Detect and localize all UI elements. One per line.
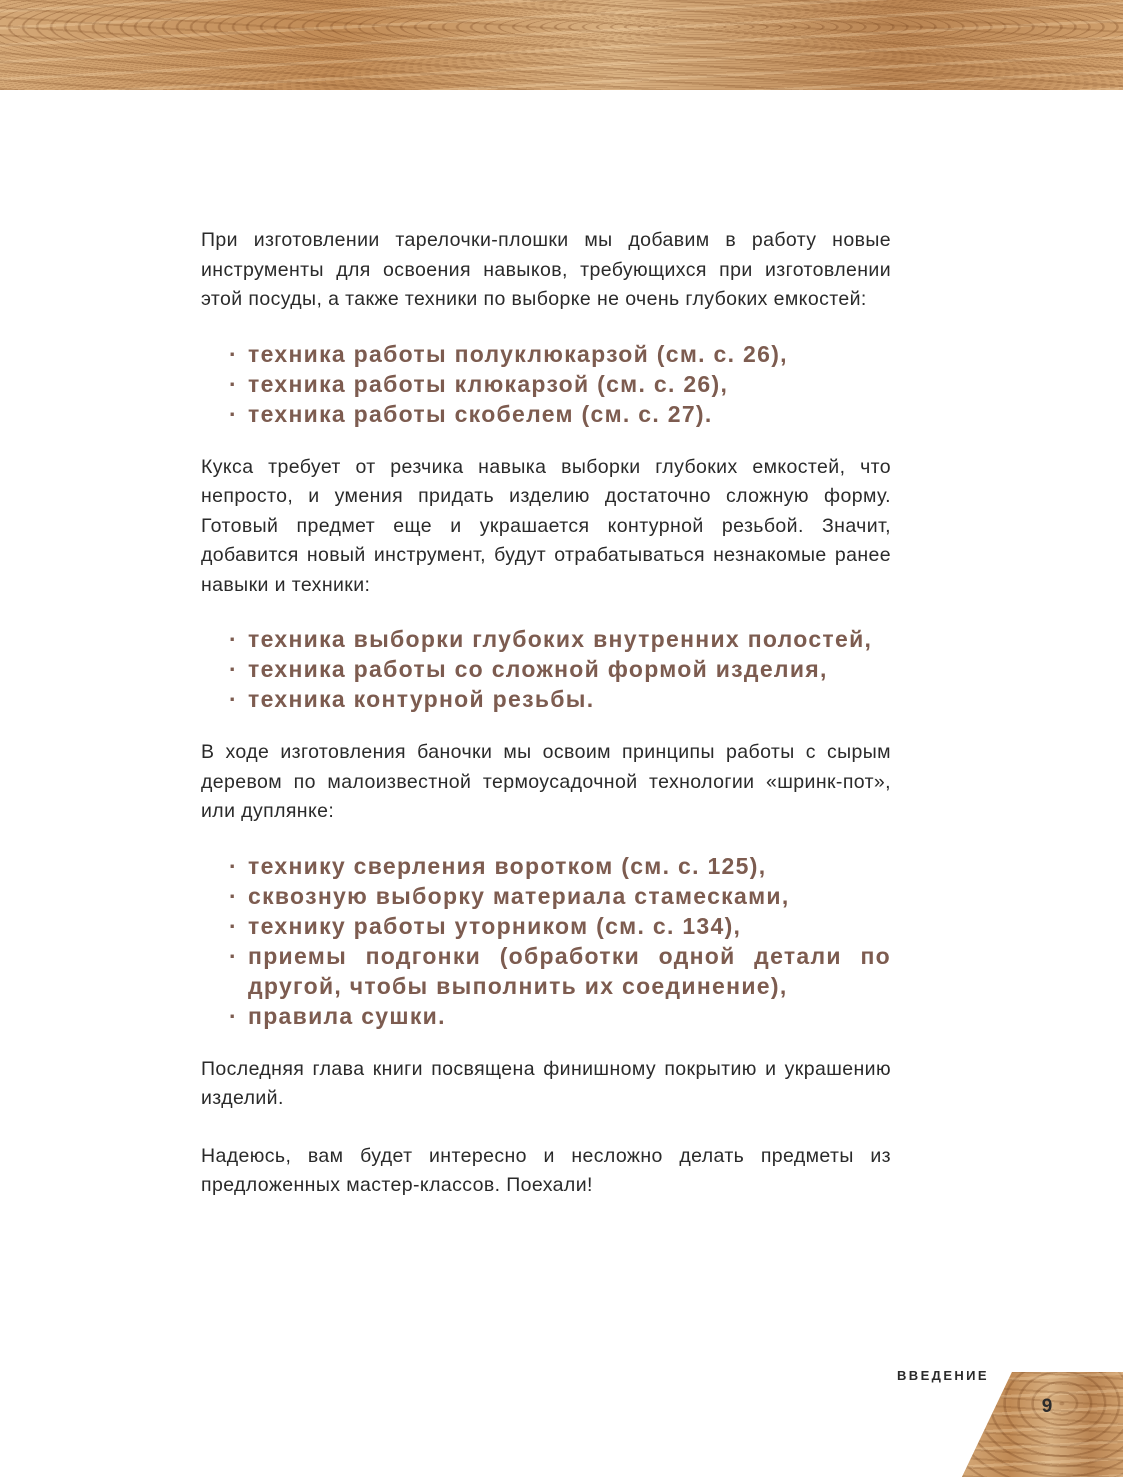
list-item: · правила сушки. bbox=[229, 1002, 446, 1029]
paragraph-jar: В ходе изготовления баночки мы освоим принципы работы с сырым деревом по малоизвестной термоусадочной технологии «шринк-пот», или дуплянке: bbox=[201, 741, 891, 822]
bullet-icon: · bbox=[229, 400, 238, 427]
paragraph-kuksa: Кукса требует от резчика навыка выборки глубоких емкостей, что непросто, и умения придать изделию достаточно сложную форму. Готовый предмет еще и украшается контурной резьбой. Значит, добавится новый инструмент, будут отрабатываться незнакомые ранее навыки и техники: bbox=[201, 455, 891, 596]
intro-paragraph: При изготовлении тарелочки-плошки мы добавим в работу новые инструменты для освоения навыков, требующихся при изготовлении этой посуды, а также техники по выборке не очень глубоких емкостей: bbox=[201, 229, 891, 310]
list-item: · техника работы скобелем (см. с. 27). bbox=[229, 400, 713, 427]
list-item: · техника выборки глубоких внутренних полостей, bbox=[229, 626, 873, 652]
bullet-icon: · bbox=[229, 852, 238, 879]
list-item: · техника работы со сложной формой изделия, bbox=[229, 656, 828, 682]
bullet-icon: · bbox=[229, 656, 238, 682]
list-item: · приемы подгонки (обработки одной детали по другой, чтобы выполнить их соединение), bbox=[229, 942, 891, 999]
bullet-icon: · bbox=[229, 686, 238, 712]
wood-corner-tab bbox=[962, 1372, 1123, 1477]
page-number: 9 bbox=[1041, 1396, 1053, 1417]
list-item: · техника работы полуклюкарзой (см. с. 26), bbox=[229, 340, 788, 367]
bullet-icon: · bbox=[229, 340, 238, 367]
list-item: · технику работы уторником (см. с. 134), bbox=[229, 912, 742, 939]
bullet-icon: · bbox=[229, 626, 238, 652]
paragraph-finishing: Последняя глава книги посвящена финишному покрытию и украшению изделий. bbox=[201, 1057, 891, 1109]
list-item: · технику сверления воротком (см. с. 125), bbox=[229, 852, 767, 879]
bullet-icon: · bbox=[229, 370, 238, 397]
bullet-icon: · bbox=[229, 882, 238, 909]
tools-list-plate bbox=[201, 339, 891, 429]
list-item: · техника контурной резьбы. bbox=[229, 686, 595, 712]
wood-header-band bbox=[0, 0, 1123, 90]
bullet-icon: · bbox=[229, 912, 238, 939]
bullet-icon: · bbox=[229, 1002, 238, 1029]
techniques-list-jar bbox=[201, 851, 891, 1031]
paragraph-closing: Надеюсь, вам будет интересно и несложно делать предметы из предложенных мастер-классов. Поехали! bbox=[201, 1144, 891, 1196]
running-head: ВВЕДЕНИЕ bbox=[897, 1368, 989, 1383]
techniques-list-kuksa bbox=[201, 624, 891, 714]
bullet-icon: · bbox=[229, 942, 238, 969]
list-item: · сквозную выборку материала стамесками, bbox=[229, 882, 790, 909]
page-body bbox=[201, 226, 891, 1201]
list-item: · техника работы клюкарзой (см. с. 26), bbox=[229, 370, 729, 397]
